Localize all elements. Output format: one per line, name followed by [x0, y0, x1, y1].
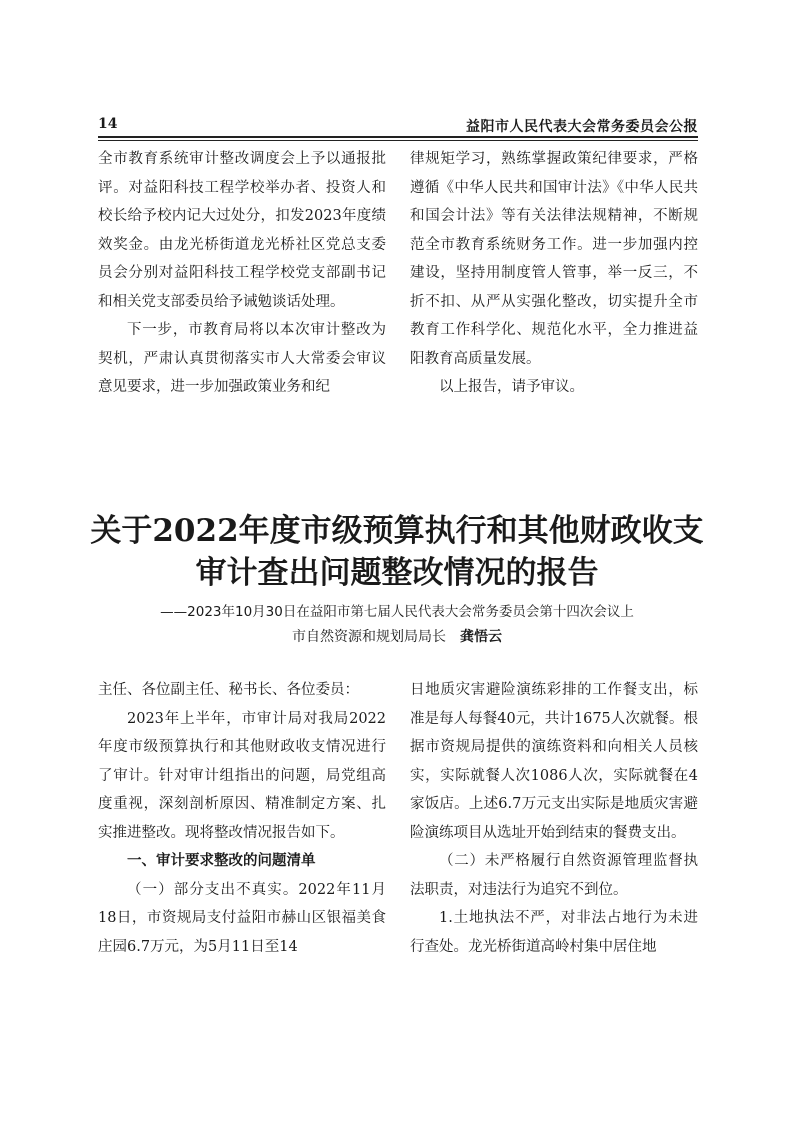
page-header	[98, 116, 698, 138]
top-right-column	[410, 145, 698, 402]
article-title-line2: 审计查出问题整改情况的报告	[195, 555, 599, 591]
subsection-heading: （二）未严格履行自然资源管理监督执法职责，对违法行为追究不到位。	[410, 853, 698, 898]
paragraph: 日地质灾害避险演练彩排的工作餐支出，标准是每人每餐40元，共计1675人次就餐。根据市资规局提供的演练资料和向相关人员核实，实际就餐人次1086人次，实际就餐在4家饭店。上述6.7万元支出实际是地质灾害避险演练项目从选址开始到结束的餐费支出。	[410, 682, 698, 841]
item-label: （一）部分支出不真实。	[127, 881, 299, 898]
author-line	[80, 627, 714, 647]
paragraph: 全市教育系统审计整改调度会上予以通报批评。对益阳科技工程学校举办者、投资人和校长给予校内记大过处分，扣发2023年度绩效奖金。由龙光桥街道龙光桥社区党总支委员会分别对益阳科技工程学校党支部副书记和相关党支部委员给予诫勉谈话处理。	[98, 151, 386, 310]
body-left-column	[98, 676, 386, 961]
page-number: 14	[98, 116, 118, 132]
paragraph	[98, 876, 386, 962]
paragraph: 以上报告，请予审议。	[439, 379, 584, 395]
paragraph: 2023年上半年，市审计局对我局2022年度市级预算执行和其他财政收支情况进行了审计。针对审计组指出的问题，局党组高度重视，深刻剖析原因、精准制定方案、扎实推进整改。现将整改情况报告如下。	[98, 710, 386, 841]
top-left-column	[98, 145, 386, 402]
section-heading: 一、审计要求整改的问题清单	[127, 853, 316, 869]
item-text: 2022年11月18日，市资规局支付益阳市赫山区银福美食庄园6.7万元，为5月11日至14	[98, 881, 387, 955]
article-subtitle: ——2023年10月30日在益阳市第七届人民代表大会常务委员会第十四次会议上	[160, 604, 634, 620]
article-title-line1: 关于2022年度市级预算执行和其他财政收支	[90, 513, 704, 549]
author-title: 市自然资源和规划局局长	[292, 629, 446, 645]
paragraph: 下一步，市教育局将以本次审计整改为契机，严肃认真贯彻落实市人大常委会审议意见要求，进一步加强政策业务和纪	[98, 322, 386, 395]
header-rule-thin	[98, 140, 698, 141]
paragraph: 1.土地执法不严，对非法占地行为未进行查处。龙光桥街道高岭村集中居住地	[410, 910, 698, 955]
body-right-column	[410, 676, 698, 961]
salutation: 主任、各位副主任、秘书长、各位委员：	[98, 682, 359, 698]
header-rule-thick	[98, 136, 698, 138]
author-name: 龚悟云	[460, 629, 502, 645]
publication-title: 益阳市人民代表大会常务委员会公报	[466, 119, 698, 135]
paragraph: 律规矩学习，熟练掌握政策纪律要求，严格遵循《中华人民共和国审计法》《中华人民共和国会计法》等有关法律法规精神，不断规范全市教育系统财务工作。进一步加强内控建设，坚持用制度管人管事，举一反三，不折不扣、从严从实强化整改，切实提升全市教育工作科学化、规范化水平，全力推进益阳教育高质量发展。	[410, 151, 698, 367]
